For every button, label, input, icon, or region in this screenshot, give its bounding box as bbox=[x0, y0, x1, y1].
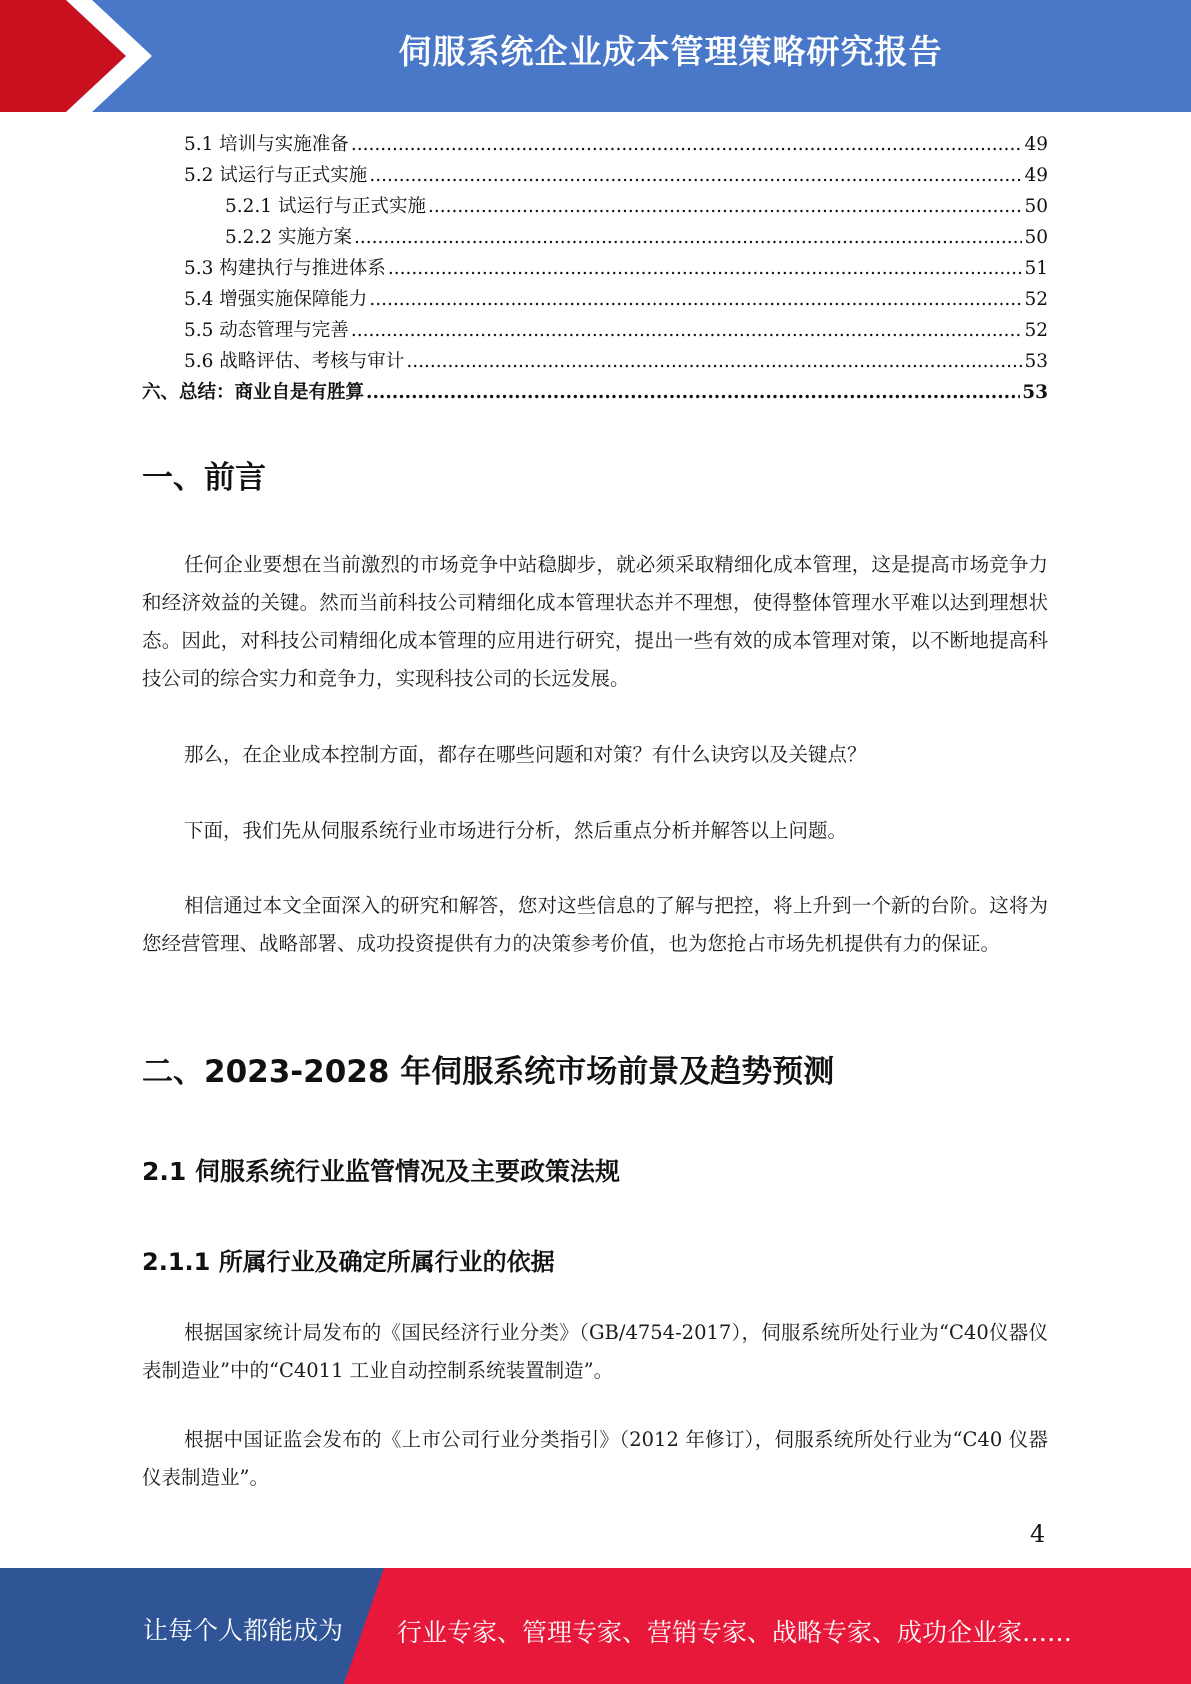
toc-entry-label: 5.2 试运行与正式实施 bbox=[184, 165, 368, 186]
toc-entry[interactable] bbox=[142, 316, 1048, 347]
toc-entry[interactable] bbox=[142, 223, 1048, 254]
toc-entry-label: 5.2.1 试运行与正式实施 bbox=[225, 196, 426, 217]
toc-entry-label: 5.3 构建执行与推进体系 bbox=[184, 258, 386, 279]
toc-entry-label: 5.6 战略评估、考核与审计 bbox=[184, 351, 405, 372]
footer-banner bbox=[0, 1568, 1191, 1684]
page-number: 4 bbox=[1030, 1520, 1046, 1548]
section-heading-preface: 一、前言 bbox=[142, 460, 266, 496]
toc-entry-page: 53 bbox=[1022, 382, 1048, 403]
industry-paragraph-1: 根据国家统计局发布的《国民经济行业分类》（GB/4754-2017），伺服系统所处行业为“C40仪器仪表制造业”中的“C4011 工业自动控制系统装置制造”。 bbox=[142, 1321, 1048, 1382]
toc-entry-label: 5.2.2 实施方案 bbox=[225, 227, 352, 248]
subsection-heading-industry: 2.1.1 所属行业及确定所属行业的依据 bbox=[142, 1248, 555, 1276]
toc-entry-page: 52 bbox=[1024, 289, 1048, 310]
preface-paragraph-1: 任何企业要想在当前激烈的市场竞争中站稳脚步，就必须采取精细化成本管理，这是提高市场竞争力和经济效益的关键。然而当前科技公司精细化成本管理状态并不理想，使得整体管理水平难以达到理想状态。因此，对科技公司精细化成本管理的应用进行研究，提出一些有效的成本管理对策，以不断地提高科技公司的综合实力和竞争力，实现科技公司的长远发展。 bbox=[142, 553, 1048, 690]
industry-paragraph-2: 根据中国证监会发布的《上市公司行业分类指引》（2012 年修订），伺服系统所处行业为“C40 仪器仪表制造业”。 bbox=[142, 1428, 1048, 1489]
toc-entry-label: 5.4 增强实施保障能力 bbox=[184, 289, 368, 310]
toc-entry-label: 5.1 培训与实施准备 bbox=[184, 134, 349, 155]
toc-entry[interactable] bbox=[142, 161, 1048, 192]
toc-entry-page: 50 bbox=[1024, 196, 1048, 217]
toc-entry-label: 5.5 动态管理与完善 bbox=[184, 320, 349, 341]
toc-entry[interactable] bbox=[142, 254, 1048, 285]
preface-paragraph-3: 下面，我们先从伺服系统行业市场进行分析，然后重点分析并解答以上问题。 bbox=[184, 819, 848, 842]
toc-entry[interactable] bbox=[142, 192, 1048, 223]
preface-paragraph-2: 那么，在企业成本控制方面，都存在哪些问题和对策？有什么诀窍以及关键点？ bbox=[184, 743, 867, 766]
toc-entry[interactable] bbox=[142, 347, 1048, 378]
header-chevron-icon bbox=[0, 0, 160, 112]
toc-entry[interactable] bbox=[142, 378, 1048, 409]
header-banner bbox=[0, 0, 1191, 112]
toc-entry-page: 51 bbox=[1024, 258, 1048, 279]
toc-entry-page: 49 bbox=[1024, 165, 1048, 186]
toc-entry-page: 49 bbox=[1024, 134, 1048, 155]
toc-entry-label: 六、总结：商业自是有胜算 bbox=[142, 382, 365, 403]
table-of-contents bbox=[142, 130, 1048, 409]
preface-paragraph-4: 相信通过本文全面深入的研究和解答，您对这些信息的了解与把控，将上升到一个新的台阶。这将为您经营管理、战略部署、成功投资提供有力的决策参考价值，也为您抢占市场先机提供有力的保证。 bbox=[142, 894, 1048, 955]
footer-slogan-right: 行业专家、管理专家、营销专家、战略专家、成功企业家…… bbox=[397, 1618, 1073, 1647]
subsection-heading-regulation: 2.1 伺服系统行业监管情况及主要政策法规 bbox=[142, 1157, 620, 1186]
footer-slogan-left: 让每个人都能成为 bbox=[143, 1616, 344, 1645]
toc-entry[interactable] bbox=[142, 130, 1048, 161]
section-heading-forecast: 二、2023-2028 年伺服系统市场前景及趋势预测 bbox=[142, 1054, 835, 1090]
toc-entry-page: 50 bbox=[1024, 227, 1048, 248]
toc-entry-page: 53 bbox=[1024, 351, 1048, 372]
toc-entry-page: 52 bbox=[1024, 320, 1048, 341]
report-title: 伺服系统企业成本管理策略研究报告 bbox=[398, 32, 943, 71]
toc-entry[interactable] bbox=[142, 285, 1048, 316]
